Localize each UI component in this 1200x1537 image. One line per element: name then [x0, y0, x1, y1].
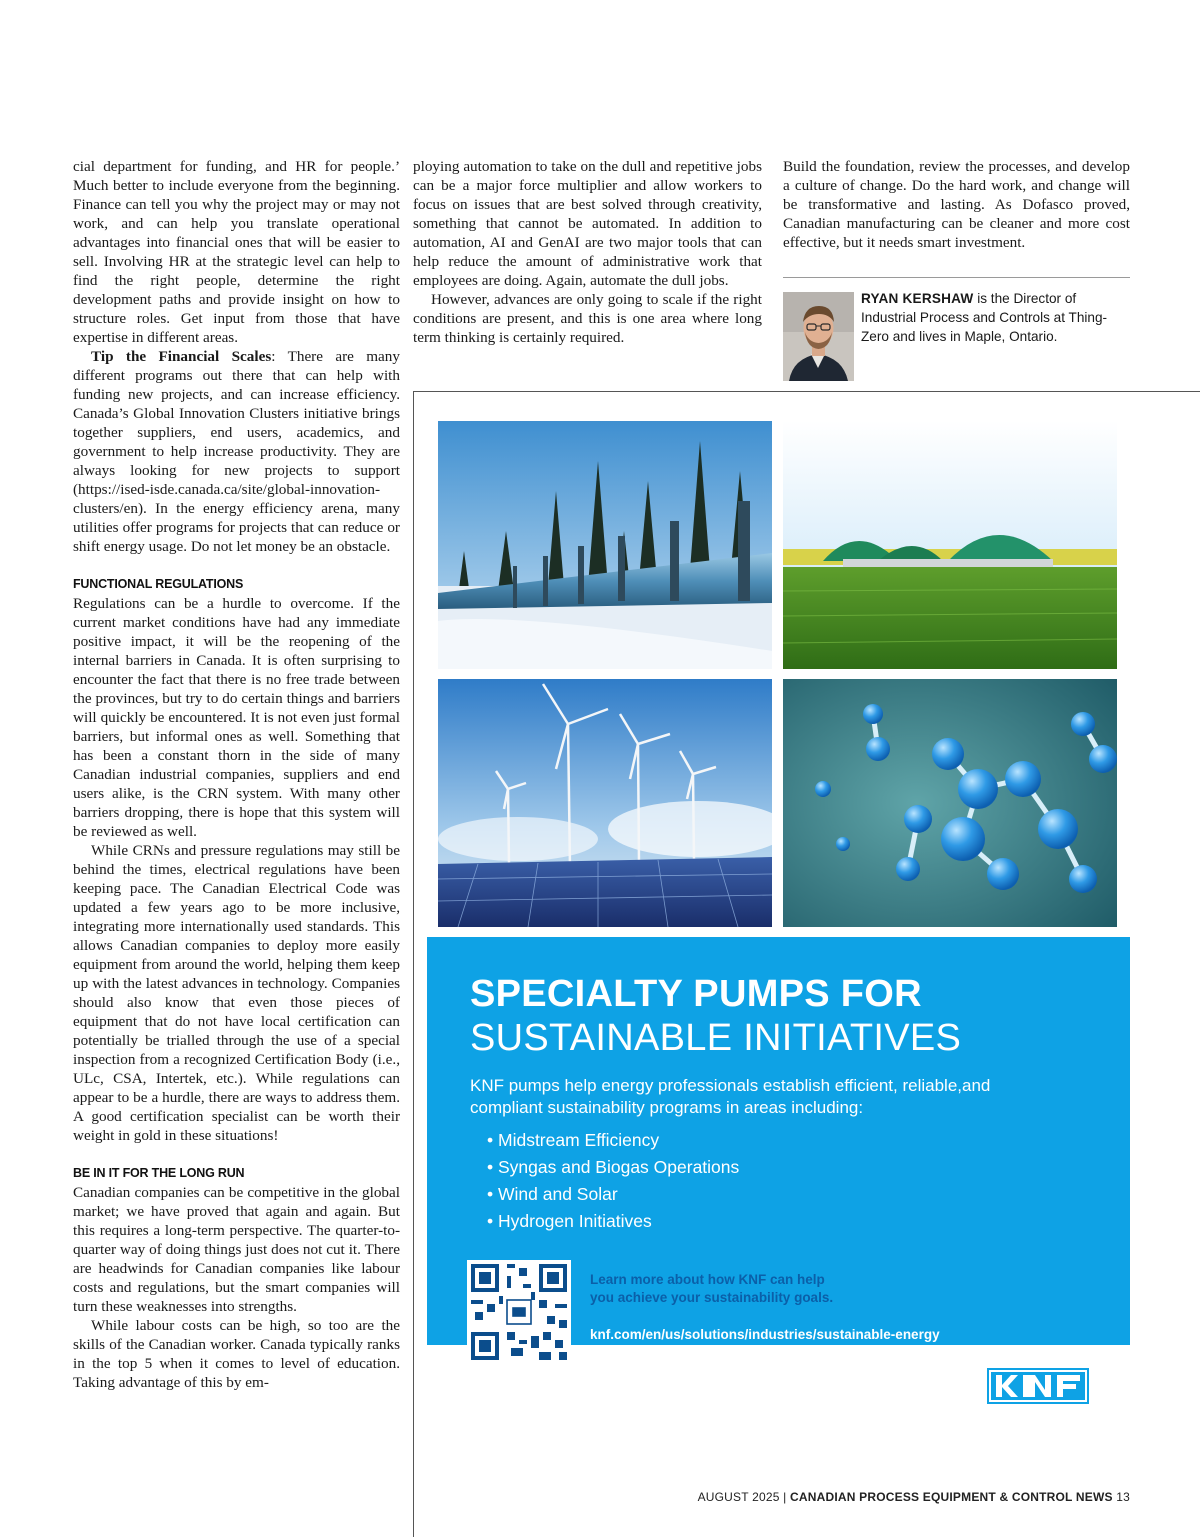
ad-call-to-action: Learn more about how KNF can help you achieve your sustainability goals. — [590, 1272, 834, 1305]
list-item: • Hydrogen Initiatives — [487, 1208, 739, 1235]
ad-panel — [427, 937, 1130, 1345]
paragraph: ploying automation to take on the dull and repetitive jobs can be a major force multiplier and allow workers to focus on issues that are best solved through creativity, something that cannot be automated. In addition to automation, AI and GenAI are two major tools that can help reduce the amount of administrative work that employees are doing. Again, automate the dull jobs. — [413, 158, 762, 289]
bio-divider — [783, 277, 1130, 278]
ad-headline-bold: SPECIALTY PUMPS FOR — [470, 973, 922, 1015]
ad-url-link[interactable]: knf.com/en/us/solutions/industries/sustainable-energy — [590, 1327, 940, 1342]
paragraph: However, advances are only going to scale if the right conditions are present, and this is one area where long term thinking is certainly required. — [413, 291, 762, 346]
article-column-2 — [413, 157, 762, 347]
author-bio — [861, 289, 1131, 346]
ad-bullet-list — [487, 1127, 739, 1235]
ad-headline-light: SUSTAINABLE INITIATIVES — [470, 1017, 962, 1059]
section-heading-long-run: BE IN IT FOR THE LONG RUN — [73, 1166, 245, 1180]
issue-date: AUGUST 2025 — [697, 1490, 780, 1504]
wind-solar-photo — [438, 679, 772, 927]
paragraph-lead: Tip the Financial Scales — [91, 348, 272, 365]
page-footer — [698, 1490, 1130, 1504]
pipeline-photo — [438, 421, 772, 669]
paragraph: Build the foundation, review the processes, and develop a culture of change. Do the hard work, and change will be transformative and lasting. As Dofasco proved, Canadian manufacturing can be cleaner and more cost effective, but it needs smart investment. — [783, 158, 1130, 251]
paragraph: Canadian companies can be competitive in the global market; we have proved that again and again. But this requires a long-term perspective. The quarter-to-quarter way of doing things just does not cut it. There are headwinds for Canadian companies like labour costs and regulations, but the smart companies will turn these weaknesses into strengths. — [73, 1184, 400, 1315]
publication-name: CANADIAN PROCESS EQUIPMENT & CONTROL NEWS — [790, 1490, 1113, 1504]
paragraph: cial department for funding, and HR for people.’ Much better to include everyone from the beginning. Finance can tell you why the project may or may not work, and can help you translate operational advantages into financial ones that will be easier to sell. Involving HR at the strategic level can help to find the right people, determine the right development paths and provide insight on how to structure roles. Get input from those that have expertise in different areas. — [73, 158, 400, 346]
list-item: • Midstream Efficiency — [487, 1127, 739, 1154]
author-photo — [783, 292, 854, 381]
paragraph — [73, 347, 400, 556]
hydrogen-photo — [783, 679, 1117, 927]
section-heading-regulations: FUNCTIONAL REGULATIONS — [73, 577, 244, 591]
footer-separator: | — [783, 1490, 787, 1504]
knf-logo — [987, 1368, 1089, 1404]
author-bio-text: is the Director of Industrial Process and Controls at Thing-Zero and lives in Maple, Ontario. — [861, 291, 1108, 344]
paragraph: While CRNs and pressure regulations may still be behind the times, electrical regulations have been keeping pace. The Canadian Electrical Code was updated a few years ago to be more inclusive, integrating more internationally used standards. This allows Canadian companies to deploy more easily equipment from around the world, helping them keep up with the latest advances in technology. Companies should also know that even those pieces of equipment that do not have local certification can potentially be trialled through the use of a special inspection from a recognized Certification Body (i.e., ULc, CSA, Intertek, etc.). While regulations can appear to be a hurdle, there are ways to address them. A good certification specialist can be worth their weight in gold in these situations! — [73, 842, 400, 1144]
article-column-1 — [73, 157, 400, 1392]
page-number: 13 — [1116, 1490, 1130, 1504]
article-column-3 — [783, 157, 1130, 252]
paragraph: While labour costs can be high, so too are the skills of the Canadian worker. Canada typically ranks in the top 5 when it comes to level of education. Taking advantage of this by em- — [73, 1317, 400, 1391]
list-item: • Syngas and Biogas Operations — [487, 1154, 739, 1181]
qr-code-icon[interactable] — [467, 1260, 571, 1364]
paragraph: Regulations can be a hurdle to overcome. If the current market conditions have had any immediate positive impact, it will be the reopening of the internal barriers in Canada. It is often surprising to encounter the fact that there is no free trade between the provinces, but try to do certain things and barriers will quickly be encountered. It is not even just formal barriers, but informal ones as well. Something that has been a constant thorn in the side of many Canadian industrial companies, suppliers and end users alike, is the CRN system. With many other barriers dropping, there is hope that this system will be reviewed as well. — [73, 595, 400, 840]
list-item: • Wind and Solar — [487, 1181, 739, 1208]
author-name: RYAN KERSHAW — [861, 291, 974, 306]
ad-intro: KNF pumps help energy professionals establish efficient, reliable,and compliant sustainability programs in areas including: — [470, 1076, 991, 1117]
paragraph-body: : There are many different programs out there that can help with funding new projects, and can increase efficiency. Canada’s Global Innovation Clusters initiative brings together suppliers, end users, academics, and government to help increase productivity. They are always looking for new projects to support (https://ised-isde.canada.ca/site/global-innovation-clusters/en). In the energy efficiency arena, many utilities offer programs for projects that can reduce or shift energy usage. Do not let money be an obstacle. — [73, 348, 400, 555]
biogas-photo — [783, 421, 1117, 669]
